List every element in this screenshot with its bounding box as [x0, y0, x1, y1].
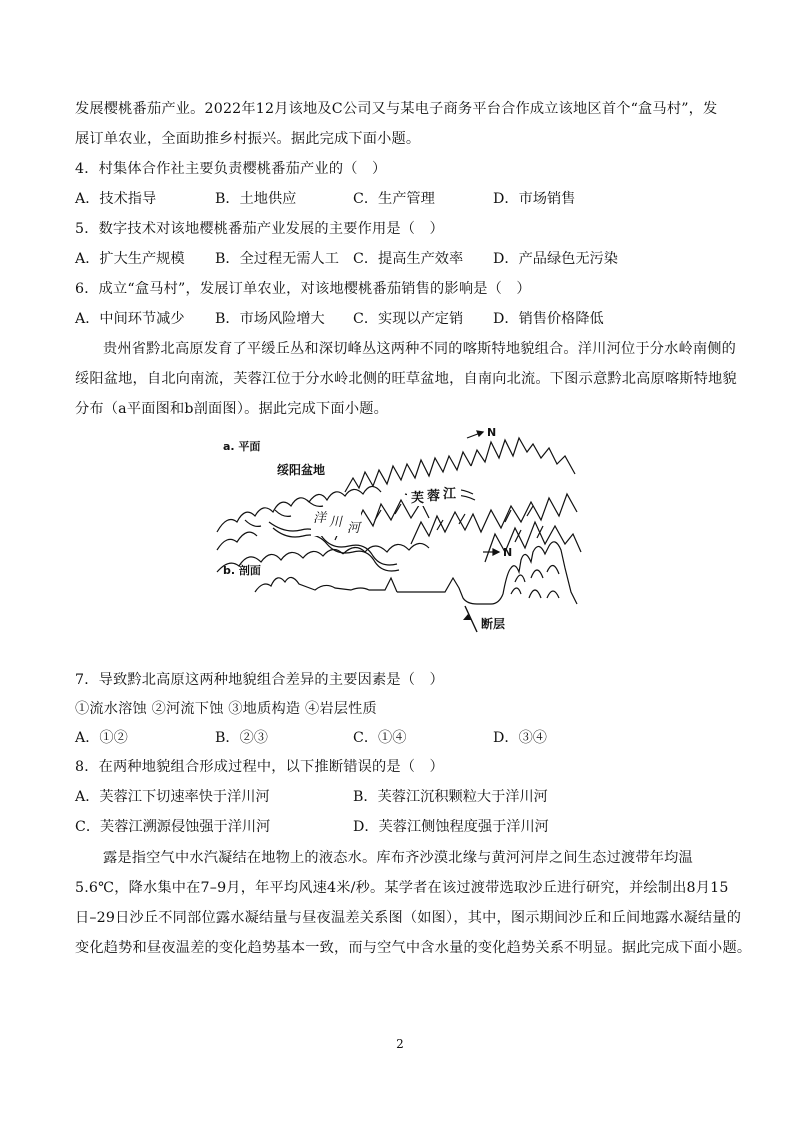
- river-label-yangchuan: 川: [329, 515, 343, 530]
- river-label-furong: 江: [443, 487, 457, 502]
- option-a: A．芙蓉江下切速率快于洋川河: [75, 789, 270, 805]
- north-arrow-icon: [467, 431, 483, 438]
- river-label-furong: 芙: [411, 491, 425, 506]
- passage-line: 绥阳盆地，自北向南流，芙蓉江位于分水岭北侧的旺草盆地，自南向北流。下图示意黔北高原喀斯特地貌: [75, 371, 737, 387]
- option-a: A．扩大生产规模: [75, 251, 185, 267]
- passage-line: 露是指空气中水汽凝结在地物上的液态水。库布齐沙漠北缘与黄河河岸之间生态过渡带年均温: [103, 850, 693, 866]
- question-8-stem: 8．在两种地貌组合形成过程中，以下推断错误的是（ ）: [75, 759, 444, 775]
- basin-label: 绥阳盆地: [277, 463, 326, 477]
- option-c: C．实现以产定销: [353, 311, 464, 327]
- passage-line: 分布（a平面图和b剖面图）。据此完成下面小题。: [75, 401, 388, 417]
- page-number: 2: [396, 1037, 404, 1051]
- north-label: N: [503, 546, 513, 559]
- passage-line: 发展樱桃番茄产业。2022年12月该地及C公司又与某电子商务平台合作成立该地区首个“盒马村”，发: [75, 101, 718, 117]
- north-arrow-icon: [483, 549, 499, 555]
- option-a: A．中间环节减少: [75, 311, 185, 327]
- option-b: B．全过程无需人工: [215, 251, 339, 267]
- passage-line: 日–29日沙丘不同部位露水凝结量与昼夜温差关系图（如图），其中，图示期间沙丘和丘间地露水凝结量的: [75, 910, 742, 926]
- option-d: D．销售价格降低: [493, 311, 604, 327]
- question-6-stem: 6．成立“盒马村”，发展订单农业，对该地樱桃番茄销售的影响是（ ）: [75, 281, 531, 297]
- question-7-choices: ①流水溶蚀 ②河流下蚀 ③地质构造 ④岩层性质: [75, 701, 377, 717]
- fault-label: 断层: [481, 617, 506, 631]
- north-label: N: [487, 426, 497, 439]
- karst-landform-figure: [215, 422, 585, 640]
- option-d: D．市场销售: [493, 191, 576, 207]
- plan-view-label: a. 平面: [223, 440, 261, 453]
- question-4-stem: 4．村集体合作社主要负责樱桃番茄产业的（ ）: [75, 161, 387, 177]
- passage-line: 贵州省黔北高原发育了平缓丘丛和深切峰丛这两种不同的喀斯特地貌组合。洋川河位于分水岭南侧的: [103, 341, 737, 357]
- option-b: B．土地供应: [215, 191, 297, 207]
- passage-line: 5.6℃，降水集中在7–9月，年平均风速4米/秒。某学者在该过渡带选取沙丘进行研究，并绘制出8月15: [75, 880, 729, 896]
- passage-line: 变化趋势和昼夜温差的变化趋势基本一致，而与空气中含水量的变化趋势关系不明显。据此完成下面小题。: [75, 940, 752, 956]
- option-a: A．①②: [75, 730, 128, 746]
- option-a: A．技术指导: [75, 191, 157, 207]
- option-c: C．提高生产效率: [353, 251, 464, 267]
- option-c: C．①④: [353, 730, 407, 746]
- option-b: B．市场风险增大: [215, 311, 325, 327]
- question-5-stem: 5．数字技术对该地樱桃番茄产业发展的主要作用是（ ）: [75, 221, 444, 237]
- river-label-yangchuan: 洋: [313, 511, 327, 526]
- river-label-furong: 蓉: [427, 489, 441, 504]
- passage-line: 展订单农业，全面助推乡村振兴。据此完成下面小题。: [75, 131, 421, 147]
- option-d: D．③④: [493, 730, 547, 746]
- option-d: D．产品绿色无污染: [493, 251, 618, 267]
- option-b: B．芙蓉江沉积颗粒大于洋川河: [353, 789, 548, 805]
- option-b: B．②③: [215, 730, 268, 746]
- option-c: C．芙蓉江溯源侵蚀强于洋川河: [75, 819, 271, 835]
- section-view-label: b. 剖面: [223, 564, 261, 577]
- question-7-stem: 7．导致黔北高原这两种地貌组合差异的主要因素是（ ）: [75, 672, 444, 688]
- river-label-yangchuan: 河: [347, 521, 361, 536]
- option-d: D．芙蓉江侧蚀程度强于洋川河: [353, 819, 549, 835]
- option-c: C．生产管理: [353, 191, 435, 207]
